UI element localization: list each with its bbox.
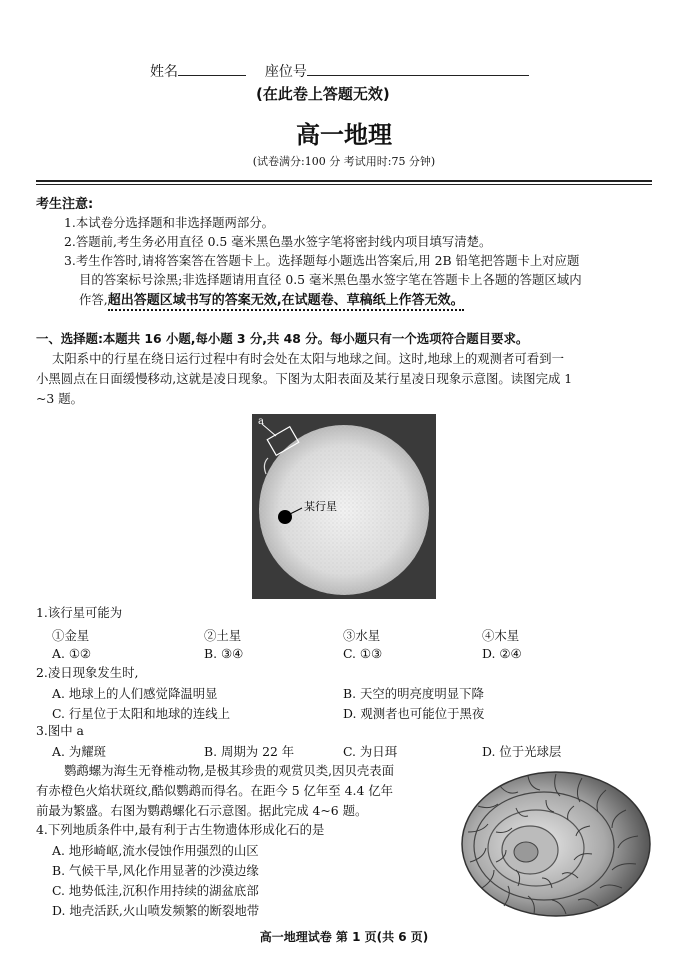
header-rule-thick: [36, 180, 652, 182]
q1-option-c[interactable]: C. ①③: [343, 646, 383, 661]
q1-choice-1: ①金星: [52, 628, 90, 643]
nautilus-figure: [456, 766, 660, 918]
name-blank[interactable]: [178, 63, 246, 76]
q2-option-c[interactable]: C. 行星位于太阳和地球的连线上: [52, 706, 230, 721]
header-rule-thin: [36, 184, 652, 185]
q1-option-d[interactable]: D. ②④: [482, 646, 522, 661]
q3-stem: 3.图中 a: [36, 723, 84, 738]
q1-option-b[interactable]: B. ③④: [204, 646, 244, 661]
q4-stem: 4.下列地质条件中,最有利于古生物遗体形成化石的是: [36, 822, 325, 837]
sun-figure: [252, 414, 436, 599]
instruction-2: 2.答题前,考生务必用直径 0.5 毫米黑色墨水签字笔将密封线内项目填写清楚。: [64, 234, 492, 249]
instruction-1: 1.本试卷分选择题和非选择题两部分。: [64, 215, 275, 230]
instruction-3: 3.考生作答时,请将答案答在答题卡上。选择题每小题选出答案后,用 2B 铅笔把答题卡上对应题: [64, 253, 580, 268]
intro2-line-2: 有赤橙色火焰状斑纹,酷似鹦鹉而得名。在距今 5 亿年至 4.4 亿年: [36, 783, 394, 798]
q1-choice-3: ③水星: [343, 628, 381, 643]
section-heading-rest: 每小题只有一个选项符合题目要求。: [330, 331, 529, 346]
sun-svg: [252, 414, 436, 599]
instruction-3-cont: 目的答案标号涂黑;非选择题请用直径 0.5 毫米黑色墨水签字笔在答题卡上各题的答题区域内: [79, 272, 582, 287]
planet-label: 某行星: [304, 500, 337, 513]
intro-line-3: ~3 题。: [36, 391, 83, 406]
q1-stem: 1.该行星可能为: [36, 605, 123, 620]
label-a: a: [258, 416, 264, 427]
q1-choice-2: ②土星: [204, 628, 242, 643]
planet-dot: [278, 510, 292, 524]
instructions-heading: 考生注意:: [36, 197, 94, 212]
page-title: 高一地理: [296, 121, 392, 149]
section-heading: [36, 330, 528, 348]
page-footer: 高一地理试卷 第 1 页(共 6 页): [259, 930, 429, 944]
intro2-line-3: 前最为繁盛。右图为鹦鹉螺化石示意图。据此完成 4~6 题。: [36, 803, 368, 818]
q1-choice-4: ④木星: [482, 628, 520, 643]
q4-option-c[interactable]: C. 地势低洼,沉积作用持续的湖盆底部: [52, 883, 259, 898]
q3-option-d[interactable]: D. 位于光球层: [482, 744, 562, 759]
seat-label: 座位号: [264, 64, 307, 80]
name-field: [150, 61, 529, 81]
intro-line-1: 太阳系中的行星在绕日运行过程中有时会处在太阳与地球之间。这时,地球上的观测者可看到一: [52, 351, 564, 366]
label-a-pointer: [262, 424, 276, 436]
q2-option-a[interactable]: A. 地球上的人们感觉降温明显: [52, 686, 218, 701]
intro2-line-1: 鹦鹉螺为海生无脊椎动物,是极其珍贵的观赏贝类,因贝壳表面: [64, 763, 395, 778]
seat-blank[interactable]: [307, 63, 529, 76]
q3-option-c[interactable]: C. 为日珥: [343, 744, 398, 759]
name-label: 姓名: [150, 64, 178, 80]
q2-option-d[interactable]: D. 观测者也可能位于黑夜: [343, 706, 485, 721]
instruction-3-end-text: 作答,: [79, 292, 108, 307]
q4-option-a[interactable]: A. 地形崎岖,流水侵蚀作用强烈的山区: [52, 843, 259, 858]
q2-option-b[interactable]: B. 天空的明亮度明显下降: [343, 686, 484, 701]
q3-option-a[interactable]: A. 为耀斑: [52, 744, 106, 759]
q4-option-b[interactable]: B. 气候干旱,风化作用显著的沙漠边缘: [52, 863, 259, 878]
instruction-3-end: [79, 291, 464, 310]
prominence-mark: [264, 458, 268, 474]
instruction-3-bold: 超出答题区域书写的答案无效,在试题卷、草稿纸上作答无效。: [108, 293, 464, 311]
notice: (在此卷上答题无效): [256, 85, 390, 103]
section-heading-bold: 一、选择题:本题共 16 小题,每小题 3 分,共 48 分。: [36, 331, 330, 346]
q3-option-b[interactable]: B. 周期为 22 年: [204, 744, 295, 759]
nautilus-svg: [456, 766, 660, 918]
q4-option-d[interactable]: D. 地壳活跃,火山喷发频繁的断裂地带: [52, 903, 260, 918]
intro-line-2: 小黑圆点在日面缓慢移动,这就是凌日现象。下图为太阳表面及某行星凌日现象示意图。读图完成 1: [36, 371, 573, 386]
q1-option-a[interactable]: A. ①②: [52, 646, 92, 661]
q2-stem: 2.凌日现象发生时,: [36, 665, 139, 680]
exam-meta: (试卷满分:100 分 考试用时:75 分钟): [252, 155, 436, 168]
